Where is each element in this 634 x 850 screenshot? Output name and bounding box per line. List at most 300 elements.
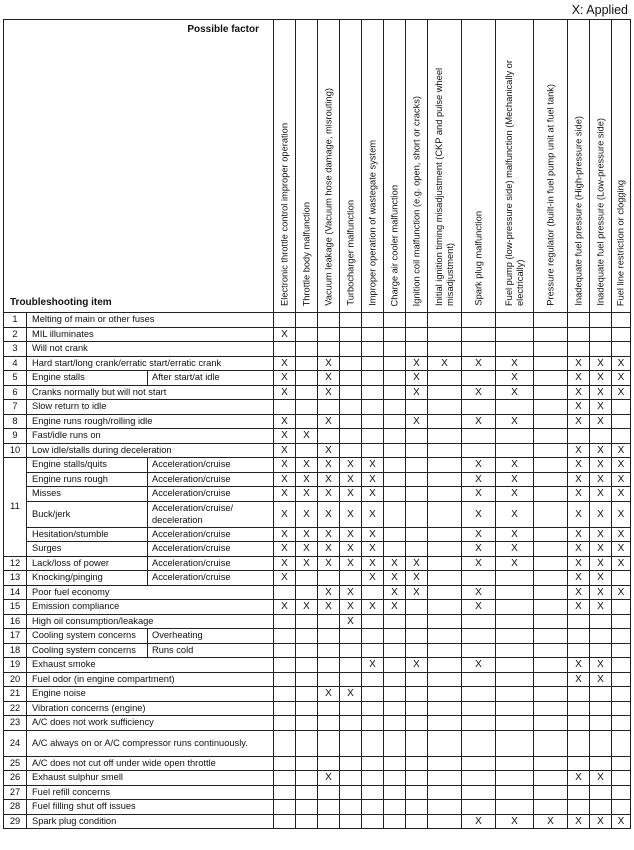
mark-cell: X [496, 814, 534, 829]
mark-cell: X [590, 527, 612, 542]
mark-cell: X [590, 814, 612, 829]
mark-cell [534, 585, 568, 600]
mark-cell [296, 643, 318, 658]
item-cell: Slow return to idle [27, 400, 274, 415]
mark-cell [384, 716, 406, 731]
condition-cell: Acceleration/cruise [148, 487, 274, 502]
mark-cell [296, 658, 318, 673]
factor-header-3 [318, 20, 340, 313]
item-cell: Cooling system concerns [27, 629, 148, 644]
mark-cell [496, 400, 534, 415]
mark-cell [496, 629, 534, 644]
item-cell: Surges [27, 542, 148, 557]
row-number: 20 [4, 672, 27, 687]
mark-cell [568, 756, 590, 771]
item-cell: Fuel odor (in engine compartment) [27, 672, 274, 687]
mark-cell [612, 327, 631, 342]
mark-cell: X [406, 371, 428, 386]
mark-cell [318, 814, 340, 829]
mark-cell: X [406, 414, 428, 429]
mark-cell [406, 472, 428, 487]
mark-cell [428, 687, 462, 702]
mark-cell [612, 400, 631, 415]
mark-cell [362, 756, 384, 771]
item-cell: Cranks normally but will not start [27, 385, 274, 400]
mark-cell [274, 800, 296, 815]
mark-cell: X [462, 585, 496, 600]
mark-cell [496, 585, 534, 600]
mark-cell [318, 629, 340, 644]
table-row [4, 730, 631, 756]
mark-cell [428, 527, 462, 542]
mark-cell [406, 600, 428, 615]
mark-cell: X [340, 542, 362, 557]
mark-cell [568, 643, 590, 658]
mark-cell [462, 800, 496, 815]
mark-cell [462, 342, 496, 357]
mark-cell [428, 429, 462, 444]
mark-cell [428, 327, 462, 342]
mark-cell [340, 400, 362, 415]
mark-cell [340, 629, 362, 644]
mark-cell [296, 785, 318, 800]
table-row [4, 414, 631, 429]
mark-cell [384, 429, 406, 444]
mark-cell [496, 730, 534, 756]
table-body [4, 313, 631, 829]
mark-cell [428, 716, 462, 731]
item-cell: Misses [27, 487, 148, 502]
row-number: 12 [4, 556, 27, 571]
mark-cell [534, 385, 568, 400]
mark-cell [296, 400, 318, 415]
mark-cell [384, 342, 406, 357]
mark-cell [496, 600, 534, 615]
mark-cell: X [568, 356, 590, 371]
mark-cell [296, 342, 318, 357]
mark-cell [362, 643, 384, 658]
mark-cell [496, 313, 534, 328]
mark-cell [590, 313, 612, 328]
mark-cell [296, 571, 318, 586]
mark-cell: X [362, 658, 384, 673]
mark-cell [296, 756, 318, 771]
mark-cell [462, 571, 496, 586]
mark-cell [318, 658, 340, 673]
mark-cell: X [590, 400, 612, 415]
mark-cell: X [496, 414, 534, 429]
mark-cell [534, 414, 568, 429]
mark-cell: X [590, 600, 612, 615]
mark-cell [384, 756, 406, 771]
mark-cell [384, 730, 406, 756]
mark-cell [612, 429, 631, 444]
mark-cell: X [612, 371, 631, 386]
mark-cell: X [590, 658, 612, 673]
factor-header-13 [590, 20, 612, 313]
mark-cell [384, 356, 406, 371]
row-number: 25 [4, 756, 27, 771]
factor-header-9 [462, 20, 496, 313]
mark-cell: X [568, 414, 590, 429]
mark-cell [612, 342, 631, 357]
mark-cell [318, 672, 340, 687]
mark-cell [590, 629, 612, 644]
item-cell: Hesitation/stumble [27, 527, 148, 542]
mark-cell: X [274, 571, 296, 586]
item-cell: Lack/loss of power [27, 556, 148, 571]
condition-cell: Acceleration/cruise/ deceleration [148, 501, 274, 527]
mark-cell [406, 313, 428, 328]
mark-cell: X [568, 458, 590, 473]
mark-cell [568, 800, 590, 815]
mark-cell: X [384, 600, 406, 615]
mark-cell [590, 701, 612, 716]
mark-cell: X [274, 600, 296, 615]
mark-cell [462, 400, 496, 415]
item-cell: Engine runs rough/rolling idle [27, 414, 274, 429]
table-row [4, 443, 631, 458]
mark-cell [362, 371, 384, 386]
mark-cell: X [274, 429, 296, 444]
mark-cell [384, 672, 406, 687]
mark-cell [428, 487, 462, 502]
mark-cell [428, 701, 462, 716]
mark-cell [384, 400, 406, 415]
mark-cell [534, 313, 568, 328]
mark-cell [462, 327, 496, 342]
mark-cell: X [296, 501, 318, 527]
mark-cell [612, 756, 631, 771]
table-row [4, 371, 631, 386]
mark-cell [496, 701, 534, 716]
mark-cell [462, 701, 496, 716]
item-cell: Will not crank [27, 342, 274, 357]
mark-cell [428, 313, 462, 328]
mark-cell [612, 687, 631, 702]
table-row [4, 342, 631, 357]
condition-cell: Acceleration/cruise [148, 527, 274, 542]
condition-cell: Acceleration/cruise [148, 571, 274, 586]
mark-cell [274, 629, 296, 644]
table-row [4, 385, 631, 400]
mark-cell [406, 687, 428, 702]
mark-cell [362, 687, 384, 702]
mark-cell: X [318, 556, 340, 571]
table-row [4, 658, 631, 673]
mark-cell [340, 800, 362, 815]
mark-cell [318, 571, 340, 586]
item-cell: High oil consumption/leakage [27, 614, 274, 629]
mark-cell [362, 814, 384, 829]
mark-cell [534, 716, 568, 731]
mark-cell [340, 730, 362, 756]
mark-cell: X [274, 501, 296, 527]
mark-cell: X [274, 443, 296, 458]
mark-cell [318, 400, 340, 415]
mark-cell [406, 800, 428, 815]
mark-cell [340, 327, 362, 342]
mark-cell [496, 571, 534, 586]
mark-cell [568, 629, 590, 644]
mark-cell [384, 800, 406, 815]
factor-label: Spark plug malfunction [473, 211, 484, 306]
mark-cell [406, 542, 428, 557]
mark-cell: X [612, 585, 631, 600]
factor-label: Throttle body malfunction [301, 201, 312, 306]
mark-cell: X [590, 487, 612, 502]
mark-cell: X [274, 527, 296, 542]
condition-cell: Acceleration/cruise [148, 458, 274, 473]
mark-cell: X [568, 487, 590, 502]
mark-cell [406, 771, 428, 786]
mark-cell [318, 614, 340, 629]
item-cell: Fuel refill concerns [27, 785, 274, 800]
mark-cell [590, 730, 612, 756]
mark-cell: X [340, 585, 362, 600]
mark-cell: X [340, 614, 362, 629]
mark-cell [406, 701, 428, 716]
mark-cell: X [590, 443, 612, 458]
mark-cell: X [612, 501, 631, 527]
mark-cell [362, 716, 384, 731]
mark-cell [274, 701, 296, 716]
mark-cell [428, 814, 462, 829]
troubleshooting-table [3, 19, 631, 829]
mark-cell [568, 342, 590, 357]
mark-cell [406, 614, 428, 629]
mark-cell [590, 687, 612, 702]
row-number: 4 [4, 356, 27, 371]
factor-header-6 [384, 20, 406, 313]
mark-cell [340, 814, 362, 829]
mark-cell [340, 385, 362, 400]
row-number: 13 [4, 571, 27, 586]
mark-cell [428, 571, 462, 586]
mark-cell: X [362, 458, 384, 473]
mark-cell [568, 730, 590, 756]
mark-cell: X [568, 472, 590, 487]
mark-cell [462, 785, 496, 800]
mark-cell [274, 400, 296, 415]
mark-cell [296, 356, 318, 371]
item-cell: A/C always on or A/C compressor runs continuously. [27, 730, 274, 756]
mark-cell: X [362, 487, 384, 502]
mark-cell [568, 429, 590, 444]
item-cell: Fuel filling shut off issues [27, 800, 274, 815]
table-row [4, 643, 631, 658]
mark-cell [428, 585, 462, 600]
mark-cell [612, 614, 631, 629]
mark-cell: X [590, 356, 612, 371]
mark-cell [534, 756, 568, 771]
mark-cell: X [318, 458, 340, 473]
mark-cell [496, 800, 534, 815]
mark-cell: X [462, 556, 496, 571]
mark-cell: X [296, 487, 318, 502]
mark-cell: X [612, 472, 631, 487]
mark-cell [428, 771, 462, 786]
mark-cell: X [318, 585, 340, 600]
factor-label: Turbocharger malfunction [345, 200, 356, 306]
mark-cell [340, 443, 362, 458]
mark-cell [384, 658, 406, 673]
mark-cell [534, 342, 568, 357]
table-row [4, 629, 631, 644]
mark-cell [428, 371, 462, 386]
mark-cell [384, 472, 406, 487]
mark-cell [496, 687, 534, 702]
mark-cell: X [496, 356, 534, 371]
mark-cell [428, 672, 462, 687]
mark-cell: X [340, 600, 362, 615]
mark-cell [428, 756, 462, 771]
mark-cell [590, 614, 612, 629]
mark-cell [568, 687, 590, 702]
row-number: 22 [4, 701, 27, 716]
table-row [4, 487, 631, 502]
factor-label: Ignition coil malfunction (e.g. open, short or cracks) [411, 95, 422, 306]
mark-cell [406, 629, 428, 644]
condition-cell: Runs cold [148, 643, 274, 658]
mark-cell [340, 716, 362, 731]
mark-cell [462, 730, 496, 756]
mark-cell [274, 730, 296, 756]
mark-cell: X [496, 556, 534, 571]
mark-cell [496, 429, 534, 444]
mark-cell: X [406, 356, 428, 371]
mark-cell: X [340, 556, 362, 571]
factor-header-14 [612, 20, 631, 313]
item-cell: Engine noise [27, 687, 274, 702]
row-number: 5 [4, 371, 27, 386]
mark-cell [568, 701, 590, 716]
mark-cell [318, 730, 340, 756]
mark-cell [340, 371, 362, 386]
mark-cell [428, 785, 462, 800]
mark-cell [384, 687, 406, 702]
item-cell: MIL illuminates [27, 327, 274, 342]
mark-cell [362, 385, 384, 400]
mark-cell [406, 400, 428, 415]
row-number: 7 [4, 400, 27, 415]
mark-cell [612, 658, 631, 673]
mark-cell [534, 556, 568, 571]
row-number: 21 [4, 687, 27, 702]
mark-cell: X [340, 527, 362, 542]
mark-cell: X [462, 501, 496, 527]
mark-cell [534, 672, 568, 687]
mark-cell [462, 443, 496, 458]
mark-cell [534, 771, 568, 786]
mark-cell [568, 614, 590, 629]
header-row [4, 20, 631, 313]
mark-cell [496, 614, 534, 629]
table-row [4, 501, 631, 527]
item-cell: Melting of main or other fuses [27, 313, 274, 328]
row-number: 17 [4, 629, 27, 644]
mark-cell: X [612, 458, 631, 473]
mark-cell [384, 814, 406, 829]
mark-cell: X [318, 501, 340, 527]
mark-cell [384, 527, 406, 542]
mark-cell [428, 658, 462, 673]
mark-cell [274, 785, 296, 800]
mark-cell [384, 327, 406, 342]
mark-cell [590, 342, 612, 357]
mark-cell [274, 342, 296, 357]
row-number: 18 [4, 643, 27, 658]
mark-cell: X [590, 371, 612, 386]
mark-cell [496, 658, 534, 673]
mark-cell [534, 614, 568, 629]
mark-cell: X [612, 356, 631, 371]
mark-cell [612, 785, 631, 800]
row-number: 26 [4, 771, 27, 786]
mark-cell [534, 600, 568, 615]
mark-cell [406, 730, 428, 756]
mark-cell [406, 429, 428, 444]
mark-cell: X [318, 687, 340, 702]
mark-cell [496, 785, 534, 800]
item-cell: Low idle/stalls during deceleration [27, 443, 274, 458]
mark-cell [612, 716, 631, 731]
mark-cell [534, 701, 568, 716]
mark-cell: X [362, 556, 384, 571]
mark-cell: X [612, 542, 631, 557]
mark-cell [428, 414, 462, 429]
mark-cell [534, 800, 568, 815]
mark-cell [462, 629, 496, 644]
mark-cell [362, 313, 384, 328]
mark-cell [296, 687, 318, 702]
mark-cell [534, 443, 568, 458]
mark-cell [406, 443, 428, 458]
mark-cell [428, 458, 462, 473]
mark-cell: X [274, 472, 296, 487]
mark-cell [384, 458, 406, 473]
mark-cell: X [362, 571, 384, 586]
mark-cell [362, 800, 384, 815]
mark-cell [534, 542, 568, 557]
mark-cell [534, 571, 568, 586]
condition-cell: Acceleration/cruise [148, 542, 274, 557]
mark-cell [318, 327, 340, 342]
item-cell: Poor fuel economy [27, 585, 274, 600]
mark-cell [296, 585, 318, 600]
mark-cell: X [568, 814, 590, 829]
mark-cell [496, 342, 534, 357]
mark-cell: X [274, 371, 296, 386]
mark-cell [428, 800, 462, 815]
mark-cell [534, 472, 568, 487]
mark-cell: X [496, 458, 534, 473]
table-row [4, 585, 631, 600]
mark-cell: X [462, 414, 496, 429]
item-cell: Hard start/long crank/erratic start/erratic crank [27, 356, 274, 371]
row-number: 1 [4, 313, 27, 328]
mark-cell [534, 356, 568, 371]
table-row [4, 472, 631, 487]
factor-label: Inadequate fuel pressure (High-pressure side) [573, 116, 584, 306]
mark-cell [496, 672, 534, 687]
mark-cell [384, 414, 406, 429]
mark-cell: X [274, 458, 296, 473]
mark-cell: X [406, 585, 428, 600]
mark-cell [534, 400, 568, 415]
mark-cell: X [274, 414, 296, 429]
mark-cell [318, 800, 340, 815]
